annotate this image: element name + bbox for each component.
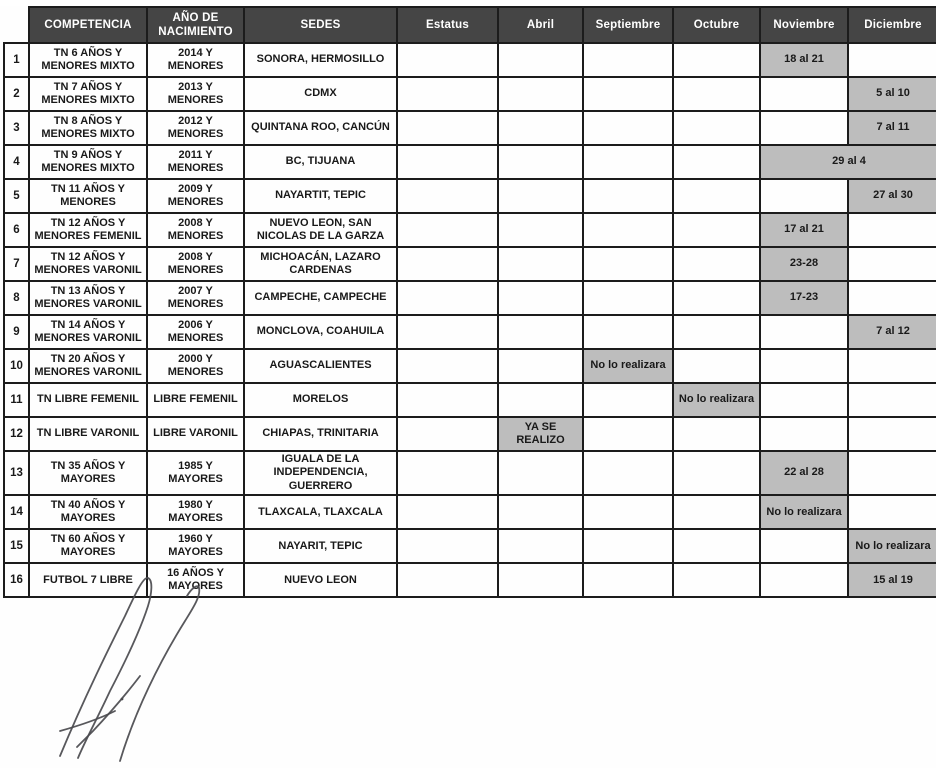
cell-competencia: TN 14 AÑOS Y MENORES VARONIL xyxy=(29,315,147,349)
column-header-estatus: Estatus xyxy=(397,7,498,43)
cell-abril xyxy=(498,383,583,417)
cell-octubre xyxy=(673,111,760,145)
cell-octubre xyxy=(673,451,760,495)
cell-num: 11 xyxy=(4,383,29,417)
cell-estatus xyxy=(397,43,498,77)
table-header-row xyxy=(4,7,936,43)
cell-num: 6 xyxy=(4,213,29,247)
cell-octubre xyxy=(673,247,760,281)
cell-num: 16 xyxy=(4,563,29,597)
schedule-mark: No lo realizara xyxy=(673,383,760,417)
cell-abril xyxy=(498,43,583,77)
cell-estatus xyxy=(397,111,498,145)
schedule-mark: No lo realizara xyxy=(583,349,673,383)
cell-nacimiento: 1980 Y MAYORES xyxy=(147,495,244,529)
table-row xyxy=(4,179,936,213)
cell-sede: NUEVO LEON, SAN NICOLAS DE LA GARZA xyxy=(244,213,397,247)
table-row xyxy=(4,281,936,315)
cell-septiembre xyxy=(583,451,673,495)
cell-nacimiento: 2007 Y MENORES xyxy=(147,281,244,315)
cell-num: 13 xyxy=(4,451,29,495)
column-header-diciembre: Diciembre xyxy=(848,7,936,43)
cell-septiembre xyxy=(583,247,673,281)
table-row xyxy=(4,247,936,281)
cell-nacimiento: 1985 Y MAYORES xyxy=(147,451,244,495)
cell-nacimiento: LIBRE FEMENIL xyxy=(147,383,244,417)
column-header-sedes: SEDES xyxy=(244,7,397,43)
cell-septiembre xyxy=(583,179,673,213)
cell-estatus xyxy=(397,145,498,179)
cell-octubre xyxy=(673,495,760,529)
cell-estatus xyxy=(397,179,498,213)
cell-noviembre xyxy=(760,563,848,597)
cell-nacimiento: 2008 Y MENORES xyxy=(147,213,244,247)
cell-sede: NAYARTIT, TEPIC xyxy=(244,179,397,213)
cell-estatus xyxy=(397,563,498,597)
table-row xyxy=(4,111,936,145)
cell-abril xyxy=(498,495,583,529)
cell-abril xyxy=(498,349,583,383)
cell-num: 4 xyxy=(4,145,29,179)
cell-noviembre xyxy=(760,315,848,349)
table-row xyxy=(4,213,936,247)
cell-nacimiento: 2014 Y MENORES xyxy=(147,43,244,77)
cell-abril xyxy=(498,247,583,281)
cell-sede: IGUALA DE LA INDEPENDENCIA, GUERRERO xyxy=(244,451,397,495)
schedule-mark: 7 al 12 xyxy=(848,315,936,349)
cell-num: 3 xyxy=(4,111,29,145)
cell-octubre xyxy=(673,145,760,179)
cell-diciembre xyxy=(848,417,936,451)
cell-abril xyxy=(498,451,583,495)
cell-competencia: TN 8 AÑOS Y MENORES MIXTO xyxy=(29,111,147,145)
cell-septiembre xyxy=(583,563,673,597)
cell-num: 15 xyxy=(4,529,29,563)
cell-estatus xyxy=(397,349,498,383)
schedule-mark: 18 al 21 xyxy=(760,43,848,77)
cell-num: 9 xyxy=(4,315,29,349)
cell-num: 2 xyxy=(4,77,29,111)
cell-noviembre xyxy=(760,529,848,563)
cell-octubre xyxy=(673,179,760,213)
cell-estatus xyxy=(397,213,498,247)
cell-nacimiento: 2006 Y MENORES xyxy=(147,315,244,349)
cell-noviembre xyxy=(760,77,848,111)
cell-abril xyxy=(498,145,583,179)
cell-nacimiento: 2011 Y MENORES xyxy=(147,145,244,179)
cell-estatus xyxy=(397,529,498,563)
cell-sede: CAMPECHE, CAMPECHE xyxy=(244,281,397,315)
cell-competencia: TN 40 AÑOS Y MAYORES xyxy=(29,495,147,529)
cell-sede: NAYARIT, TEPIC xyxy=(244,529,397,563)
schedule-mark: 27 al 30 xyxy=(848,179,936,213)
schedule-mark: 29 al 4 xyxy=(760,145,936,179)
cell-competencia: TN 9 AÑOS Y MENORES MIXTO xyxy=(29,145,147,179)
cell-octubre xyxy=(673,563,760,597)
cell-estatus xyxy=(397,417,498,451)
table-row xyxy=(4,349,936,383)
cell-competencia: TN LIBRE VARONIL xyxy=(29,417,147,451)
column-header-nacimiento: AÑO DE NACIMIENTO xyxy=(147,7,244,43)
cell-septiembre xyxy=(583,111,673,145)
column-header-octubre: Octubre xyxy=(673,7,760,43)
cell-noviembre xyxy=(760,417,848,451)
cell-nacimiento: LIBRE VARONIL xyxy=(147,417,244,451)
signature xyxy=(15,571,235,771)
cell-diciembre xyxy=(848,281,936,315)
cell-competencia: FUTBOL 7 LIBRE xyxy=(29,563,147,597)
table-row xyxy=(4,451,936,495)
cell-octubre xyxy=(673,213,760,247)
schedule-mark: No lo realizara xyxy=(848,529,936,563)
cell-nacimiento: 2000 Y MENORES xyxy=(147,349,244,383)
cell-num: 12 xyxy=(4,417,29,451)
cell-septiembre xyxy=(583,417,673,451)
cell-septiembre xyxy=(583,281,673,315)
schedule-mark: 23-28 xyxy=(760,247,848,281)
table-row xyxy=(4,529,936,563)
table-row xyxy=(4,43,936,77)
cell-abril xyxy=(498,213,583,247)
cell-num: 14 xyxy=(4,495,29,529)
column-header-abril: Abril xyxy=(498,7,583,43)
cell-nacimiento: 1960 Y MAYORES xyxy=(147,529,244,563)
schedule-mark: 17-23 xyxy=(760,281,848,315)
cell-octubre xyxy=(673,417,760,451)
cell-abril xyxy=(498,111,583,145)
cell-septiembre xyxy=(583,383,673,417)
column-header-noviembre: Noviembre xyxy=(760,7,848,43)
cell-nacimiento: 2013 Y MENORES xyxy=(147,77,244,111)
table-row xyxy=(4,563,936,597)
column-header-septiembre: Septiembre xyxy=(583,7,673,43)
cell-septiembre xyxy=(583,43,673,77)
schedule-mark: 7 al 11 xyxy=(848,111,936,145)
cell-nacimiento: 2008 Y MENORES xyxy=(147,247,244,281)
cell-competencia: TN 35 AÑOS Y MAYORES xyxy=(29,451,147,495)
corner-cell xyxy=(4,7,29,43)
cell-diciembre xyxy=(848,495,936,529)
scanned-schedule-document xyxy=(0,6,936,768)
cell-noviembre xyxy=(760,383,848,417)
cell-octubre xyxy=(673,315,760,349)
cell-competencia: TN 11 AÑOS Y MENORES xyxy=(29,179,147,213)
cell-estatus xyxy=(397,495,498,529)
schedule-mark: No lo realizara xyxy=(760,495,848,529)
cell-nacimiento: 16 AÑOS Y MAYORES xyxy=(147,563,244,597)
cell-septiembre xyxy=(583,495,673,529)
cell-diciembre xyxy=(848,213,936,247)
cell-octubre xyxy=(673,529,760,563)
cell-sede: QUINTANA ROO, CANCÚN xyxy=(244,111,397,145)
cell-septiembre xyxy=(583,145,673,179)
cell-nacimiento: 2009 Y MENORES xyxy=(147,179,244,213)
cell-competencia: TN 7 AÑOS Y MENORES MIXTO xyxy=(29,77,147,111)
schedule-rows xyxy=(4,43,936,597)
cell-sede: NUEVO LEON xyxy=(244,563,397,597)
cell-competencia: TN 60 AÑOS Y MAYORES xyxy=(29,529,147,563)
schedule-table xyxy=(3,6,936,598)
cell-diciembre xyxy=(848,247,936,281)
table-row xyxy=(4,77,936,111)
cell-num: 7 xyxy=(4,247,29,281)
cell-estatus xyxy=(397,77,498,111)
cell-abril xyxy=(498,563,583,597)
cell-num: 5 xyxy=(4,179,29,213)
cell-abril xyxy=(498,179,583,213)
cell-estatus xyxy=(397,383,498,417)
table-row xyxy=(4,315,936,349)
cell-sede: MORELOS xyxy=(244,383,397,417)
cell-competencia: TN 6 AÑOS Y MENORES MIXTO xyxy=(29,43,147,77)
cell-septiembre xyxy=(583,529,673,563)
cell-septiembre xyxy=(583,213,673,247)
cell-abril xyxy=(498,315,583,349)
schedule-mark: 5 al 10 xyxy=(848,77,936,111)
cell-noviembre xyxy=(760,179,848,213)
cell-octubre xyxy=(673,349,760,383)
cell-diciembre xyxy=(848,383,936,417)
cell-sede: TLAXCALA, TLAXCALA xyxy=(244,495,397,529)
cell-abril xyxy=(498,281,583,315)
cell-octubre xyxy=(673,281,760,315)
cell-diciembre xyxy=(848,349,936,383)
cell-octubre xyxy=(673,77,760,111)
cell-noviembre xyxy=(760,349,848,383)
cell-sede: SONORA, HERMOSILLO xyxy=(244,43,397,77)
cell-abril xyxy=(498,77,583,111)
cell-sede: MICHOACÁN, LAZARO CARDENAS xyxy=(244,247,397,281)
cell-diciembre xyxy=(848,451,936,495)
cell-sede: AGUASCALIENTES xyxy=(244,349,397,383)
schedule-mark: 17 al 21 xyxy=(760,213,848,247)
cell-octubre xyxy=(673,43,760,77)
cell-estatus xyxy=(397,451,498,495)
table-row xyxy=(4,383,936,417)
schedule-mark: 15 al 19 xyxy=(848,563,936,597)
cell-competencia: TN 20 AÑOS Y MENORES VARONIL xyxy=(29,349,147,383)
cell-num: 1 xyxy=(4,43,29,77)
cell-nacimiento: 2012 Y MENORES xyxy=(147,111,244,145)
table-row xyxy=(4,495,936,529)
cell-noviembre xyxy=(760,111,848,145)
schedule-mark: 22 al 28 xyxy=(760,451,848,495)
cell-sede: MONCLOVA, COAHUILA xyxy=(244,315,397,349)
table-row xyxy=(4,145,936,179)
cell-estatus xyxy=(397,281,498,315)
cell-septiembre xyxy=(583,77,673,111)
cell-competencia: TN 13 AÑOS Y MENORES VARONIL xyxy=(29,281,147,315)
cell-competencia: TN 12 AÑOS Y MENORES VARONIL xyxy=(29,247,147,281)
cell-estatus xyxy=(397,315,498,349)
cell-sede: CHIAPAS, TRINITARIA xyxy=(244,417,397,451)
column-header-competencia: COMPETENCIA xyxy=(29,7,147,43)
cell-competencia: TN LIBRE FEMENIL xyxy=(29,383,147,417)
table-row xyxy=(4,417,936,451)
cell-septiembre xyxy=(583,315,673,349)
cell-abril xyxy=(498,529,583,563)
cell-competencia: TN 12 AÑOS Y MENORES FEMENIL xyxy=(29,213,147,247)
schedule-mark: YA SE REALIZO xyxy=(498,417,583,451)
cell-sede: BC, TIJUANA xyxy=(244,145,397,179)
cell-estatus xyxy=(397,247,498,281)
cell-diciembre xyxy=(848,43,936,77)
cell-num: 10 xyxy=(4,349,29,383)
cell-num: 8 xyxy=(4,281,29,315)
cell-sede: CDMX xyxy=(244,77,397,111)
